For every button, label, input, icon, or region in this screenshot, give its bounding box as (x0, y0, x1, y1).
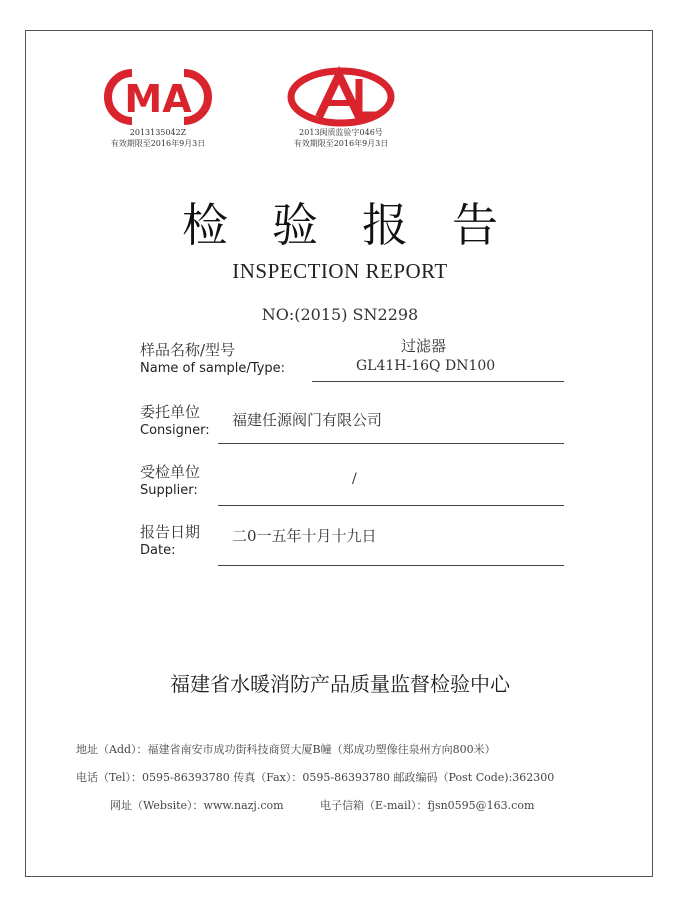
date-underline (218, 565, 564, 566)
svg-text:MA: MA (124, 77, 192, 121)
consigner-value: 福建任源阀门有限公司 (232, 411, 383, 429)
supplier-value: / (352, 471, 357, 487)
cal-validity: 有效期限至2016年9月3日 (293, 139, 389, 148)
sample-name-value: 过滤器 (401, 337, 447, 355)
supplier-label-en: Supplier: (140, 483, 198, 498)
sample-label-cn: 样品名称/型号 (140, 341, 236, 359)
cal-logo (266, 65, 416, 149)
footer-contact: 电话（Tel）：0595-86393780 传真（Fax）：0595-86393780 邮政编码（Post Code):362300 (76, 771, 555, 784)
title-english: INSPECTION REPORT (232, 259, 448, 283)
cma-seal-icon (102, 65, 214, 127)
sample-type-value: GL41H-16Q DN100 (356, 358, 496, 374)
consigner-label-cn: 委托单位 (140, 403, 201, 421)
sample-label-en: Name of sample/Type: (140, 361, 286, 376)
date-label-cn: 报告日期 (140, 523, 201, 541)
cma-validity: 有效期限至2016年9月3日 (110, 139, 206, 148)
date-label-en: Date: (140, 543, 176, 558)
supplier-underline (218, 505, 564, 506)
consigner-label-en: Consigner: (140, 423, 210, 438)
cal-seal-icon (281, 65, 401, 127)
supplier-label-cn: 受检单位 (140, 463, 201, 481)
cma-code: 2013135042Z (129, 128, 187, 137)
date-value: 二0一五年十月十九日 (232, 527, 377, 545)
footer-email: 电子信箱（E-mail）：fjsn0595@163.com (320, 799, 535, 812)
footer-website: 网址（Website）：www.nazj.com (110, 799, 284, 812)
cal-code: 2013闽质监验字046号 (299, 128, 383, 137)
sample-underline (312, 381, 564, 382)
cma-logo (98, 65, 218, 149)
title-chinese: 检验报告 (182, 198, 542, 252)
footer-address: 地址（Add）：福建省南安市成功街科技商贸大厦B幢（郑成功塑像往泉州方向800米） (76, 743, 496, 756)
report-page (25, 30, 653, 877)
consigner-underline (218, 443, 564, 444)
report-number: NO:(2015) SN2298 (261, 305, 419, 324)
organization-name: 福建省水暖消防产品质量监督检验中心 (170, 672, 510, 696)
